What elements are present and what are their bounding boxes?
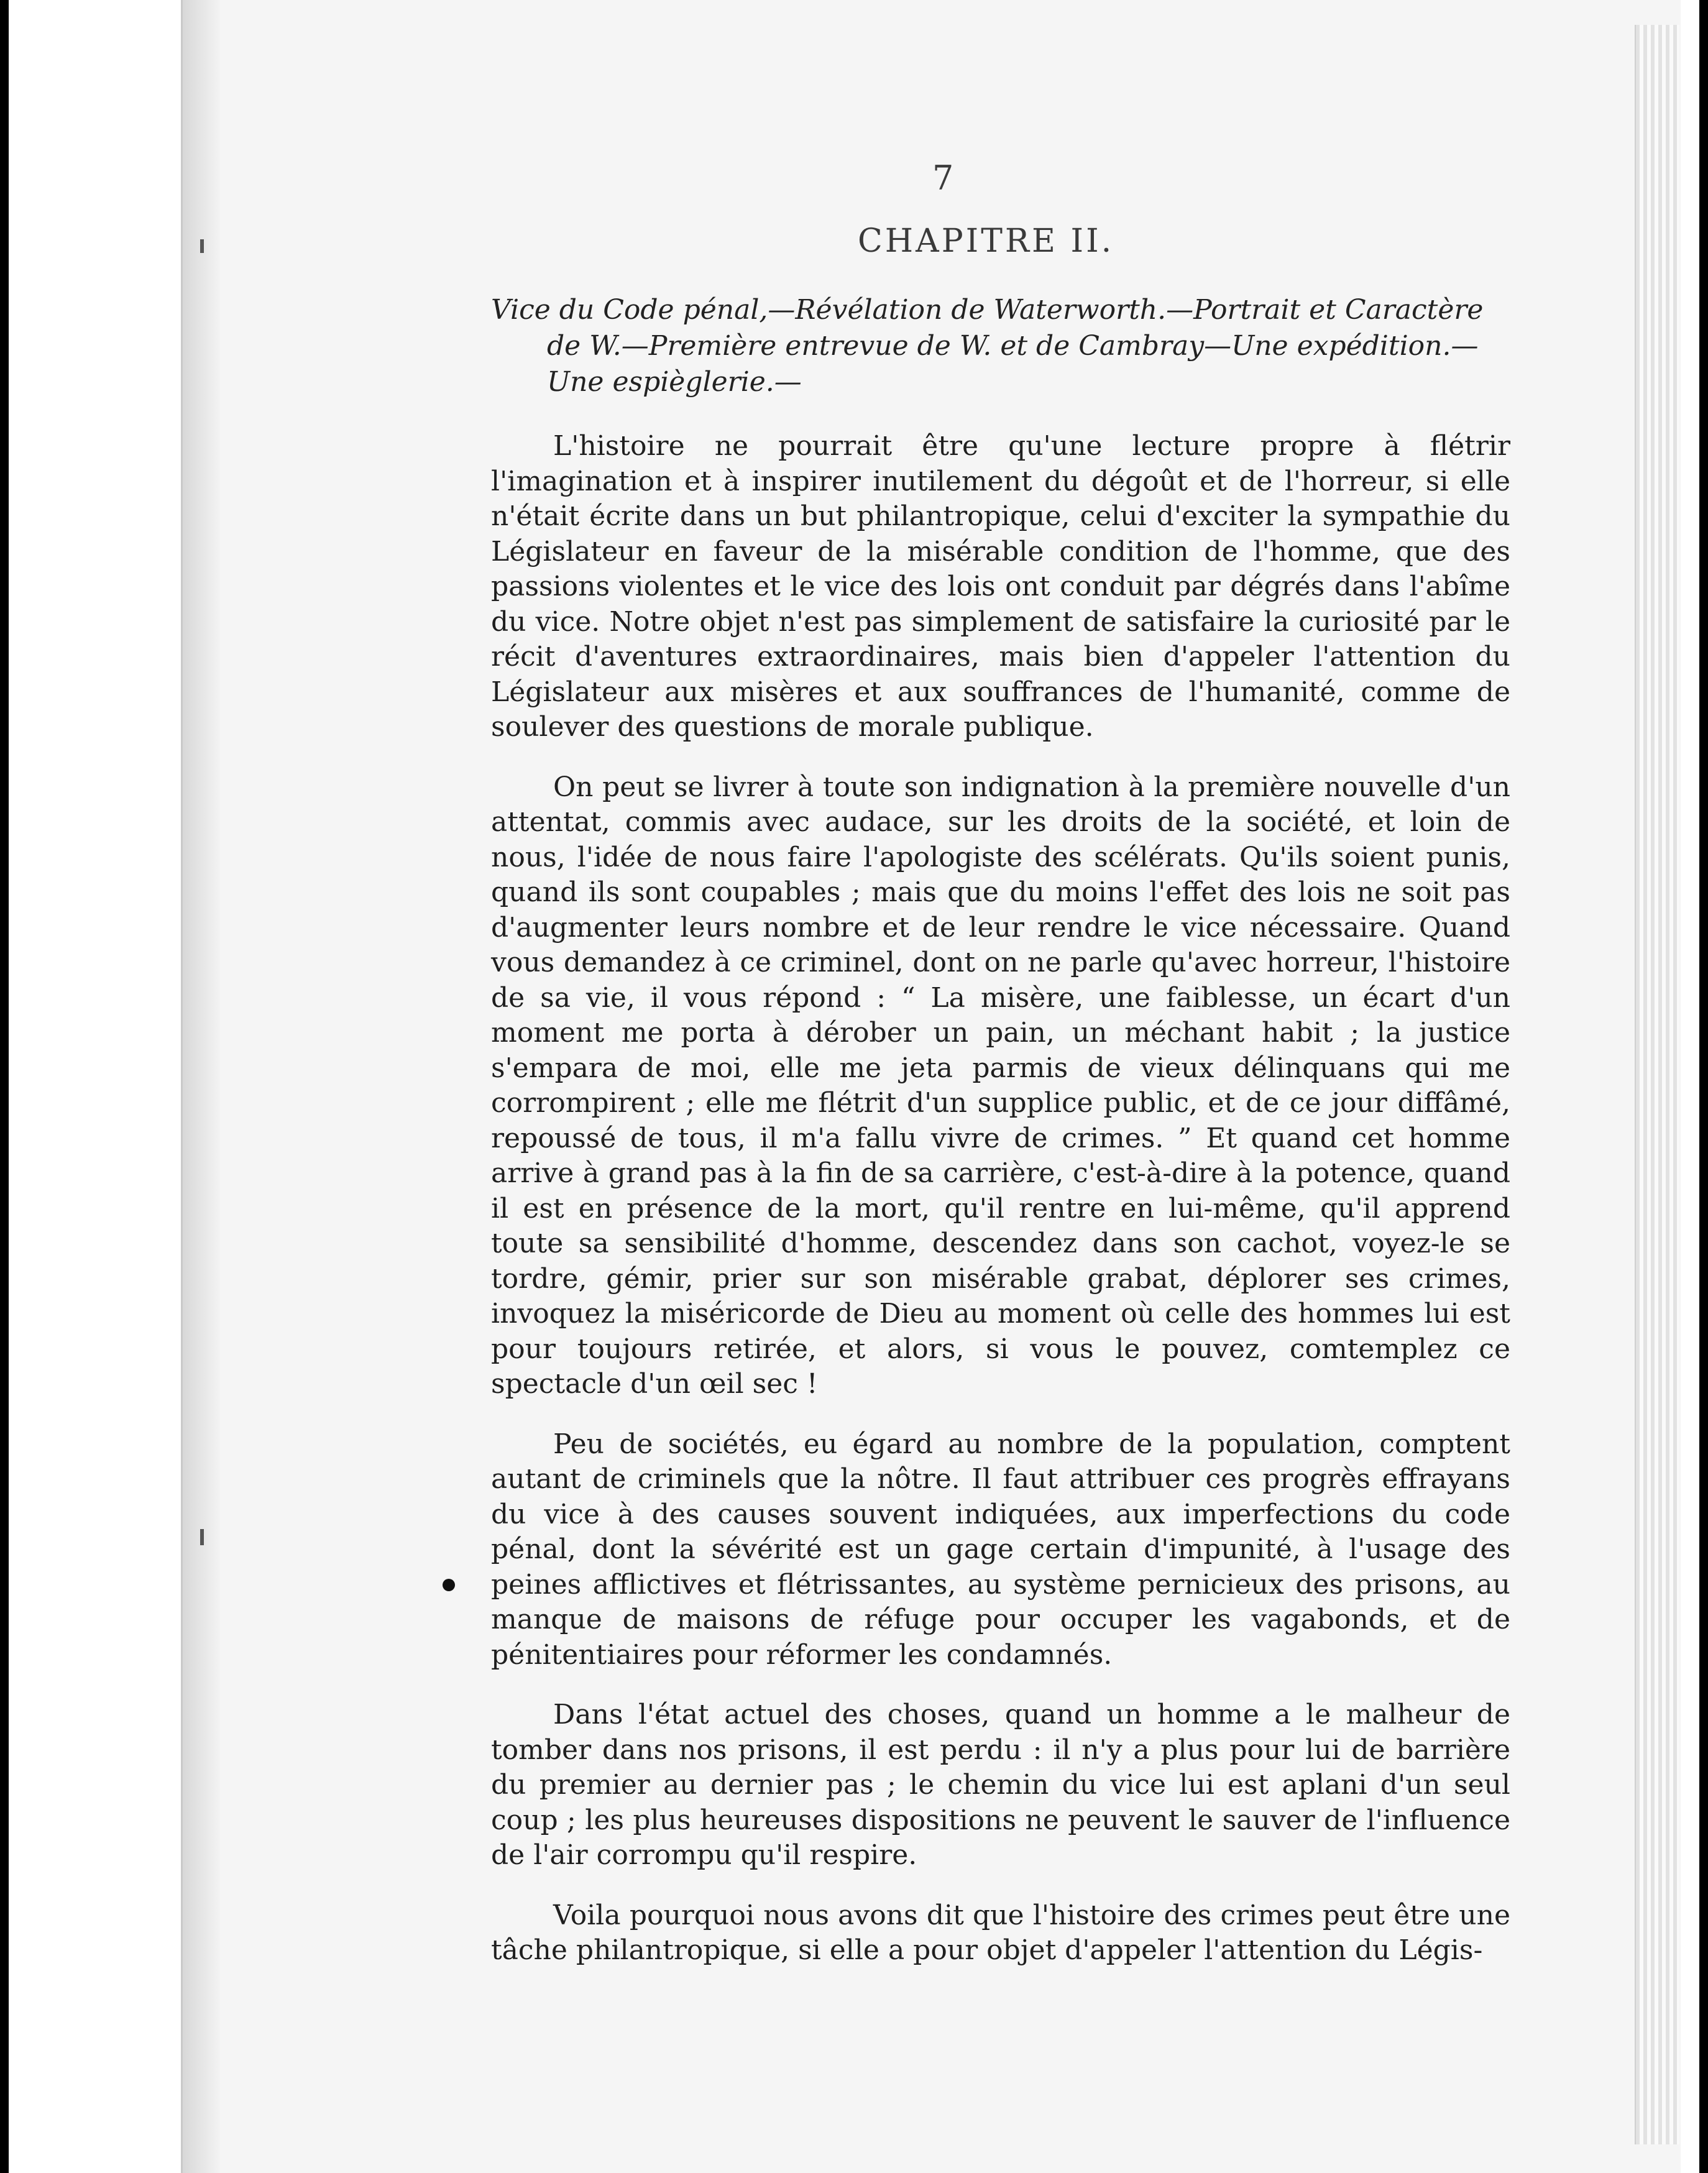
body-text [491,429,1510,1993]
paragraph: On peut se livrer à toute son indignation à la première nouvelle d'un attentat, commis avec audace, sur les droits de la société, et loin de nous, l'idée de nous faire l'apologiste des scélérats. Qu'ils soient punis, quand ils sont coupables ; mais que du moins l'effet des lois ne soit pas d'augmenter leurs nombre et de leur rendre le vice nécessaire. Quand vous demandez à ce criminel, dont on ne parle qu'avec horreur, l'histoire de sa vie, il vous répond : “ La misère, une faiblesse, un écart d'un moment me porta à dérober un pain, un méchant habit ; la justice s'empara de moi, elle me jeta parmis de vieux délinquans qui me corrompirent ; elle me flétrit d'un supplice public, et de ce jour diffâmé, repoussé de tous, il m'a fallu vivre de crimes. ” Et quand cet homme arrive à grand pas à la fin de sa carrière, c'est-à-dire à la potence, quand il est en présence de la mort, qu'il rentre en lui-même, qu'il apprend toute sa sensibilité d'homme, descendez dans son cachot, voyez-le se tordre, gémir, prier sur son misérable grabat, déplorer ses crimes, invoquez la miséricorde de Dieu au moment où celle des hommes lui est pour toujours retirée, et alors, si vous le pouvez, comtemplez ce spectacle d'un œil sec ! [491,771,1510,1400]
margin-bullet-mark [443,1579,455,1591]
scan-border-right [1699,0,1708,2173]
margin-mark-top [200,239,204,253]
paragraph: Peu de sociétés, eu égard au nombre de la population, comptent autant de criminels que la nôtre. Il faut attribuer ces progrès effrayans du vice à des causes souvent indiquées, aux imperfections du code pénal, dont la sévérité est un gage certain d'impunité, à l'usage des peines afflictives et flétrissantes, au système pernicieux des prisons, au manque de maisons de réfuge pour occuper les vagabonds, et de pénitentiaires pour réformer les condamnés. [491,1428,1510,1671]
page-number: 7 [932,158,954,198]
page-edges [1635,25,1679,2144]
chapter-title: CHAPITRE II. [858,223,1114,260]
book-gutter-shadow [183,0,220,2173]
paragraph: Voila pourquoi nous avons dit que l'histoire des crimes peut être une tâche philantropique, si elle a pour objet d'appeler l'attention du Légis- [491,1899,1510,1966]
paragraph: Dans l'état actuel des choses, quand un homme a le malheur de tomber dans nos prisons, il est perdu : il n'y a plus pour lui de barrière du premier au dernier pas ; le chemin du vice lui est aplani d'un seul coup ; les plus heureuses dispositions ne peuvent le sauver de l'influence de l'air corrompu qu'il respire. [491,1699,1510,1871]
paragraph: L'histoire ne pourrait être qu'une lecture propre à flétrir l'imagination et à inspirer inutilement du dégoût et de l'horreur, si elle n'était écrite dans un but philantropique, celui d'exciter la sympathie du Législateur en faveur de la misérable condition de l'homme, que des passions violentes et le vice des lois ont conduit par dégrés dans l'abîme du vice. Notre objet n'est pas simplement de satisfaire la curiosité par le récit d'aventures extraordinaires, mais bien d'appeler l'attention du Législateur aux misères et aux souffrances de l'humanité, comme de soulever des questions de morale publique. [491,430,1510,743]
facing-page-blank [9,0,183,2173]
chapter-summary: Vice du Code pénal,—Révélation de Waterworth.—Portrait et Caractère de W.—Première entrevue de W. et de Cambray—Une expédition.—Une espièglerie.— [491,294,1484,398]
margin-mark-bottom [200,1529,204,1545]
scan-border-left [0,0,9,2173]
